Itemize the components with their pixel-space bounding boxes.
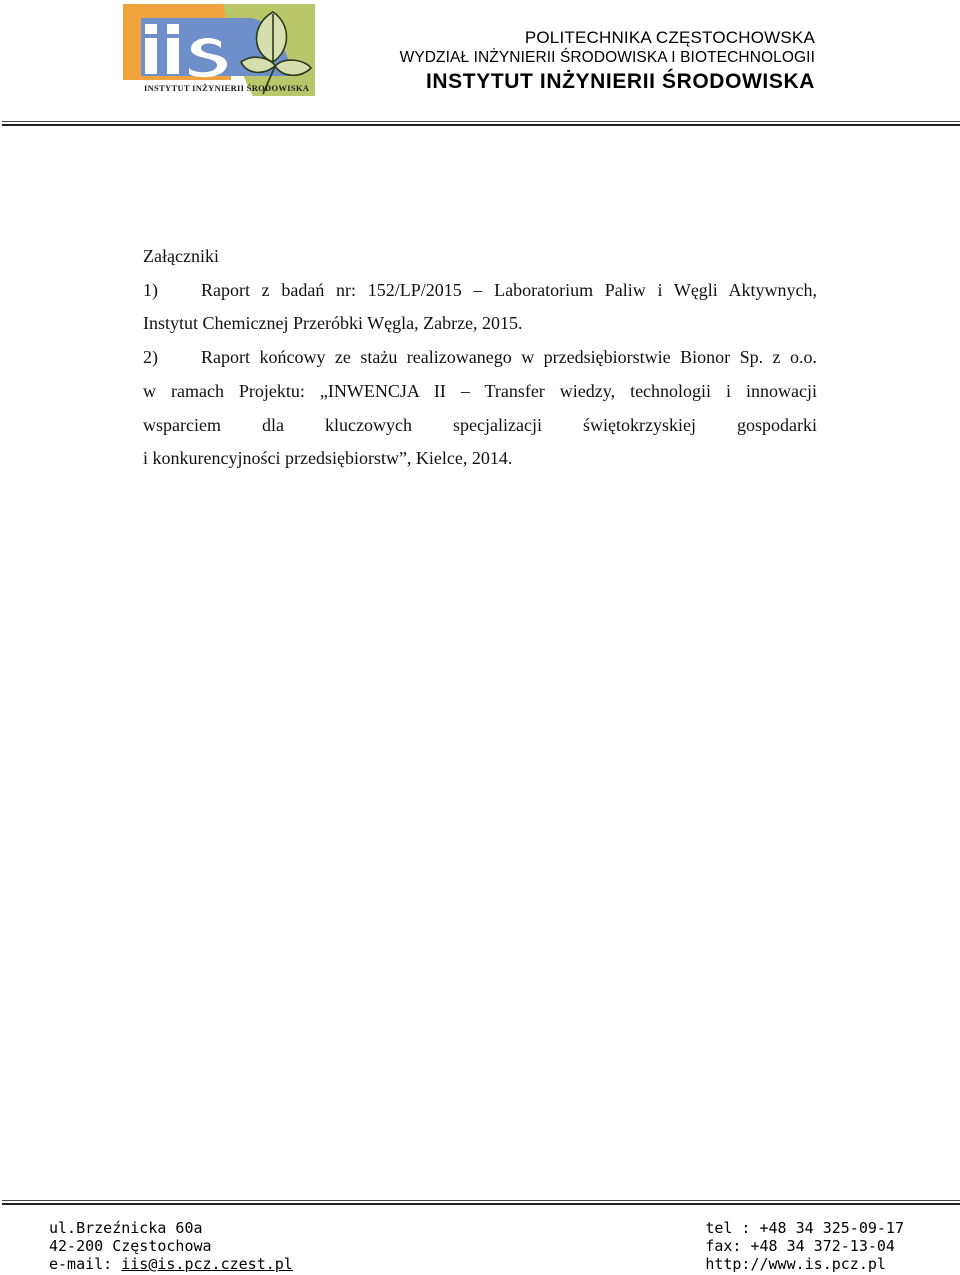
- attachments-heading: Załączniki: [143, 246, 219, 266]
- faculty-name: WYDZIAŁ INŻYNIERII ŚRODOWISKA I BIOTECHNOLOGII: [399, 49, 815, 66]
- footer-city: 42-200 Częstochowa: [49, 1237, 212, 1255]
- footer-address-block: [49, 1219, 293, 1273]
- item-2-number: 2): [143, 347, 158, 368]
- item-1-line-2: Instytut Chemicznej Przeróbki Węgla, Zabrze, 2015.: [143, 313, 523, 334]
- university-name: POLITECHNIKA CZĘSTOCHOWSKA: [524, 28, 815, 47]
- item-2-line-3: wsparciem dla kluczowych specjalizacji świętokrzyskiej gospodarki: [143, 414, 817, 435]
- institute-logo: [123, 4, 315, 96]
- footer-website[interactable]: http://www.is.pcz.pl: [705, 1255, 886, 1273]
- footer-email-line: e-mail: iis@is.pcz.czest.pl: [49, 1255, 293, 1273]
- item-2-line-4: i konkurencyjności przedsiębiorstw”, Kielce, 2014.: [143, 448, 513, 469]
- footer-contact-block: [705, 1219, 904, 1273]
- institution-header: [400, 28, 815, 95]
- footer-street: ul.Brzeźnicka 60a: [49, 1219, 203, 1237]
- item-2-line-1: 2) Raport końcowy ze stażu realizowanego w przedsiębiorstwie Bionor Sp. z o.o.: [143, 341, 817, 375]
- document-body: [143, 240, 817, 476]
- header-divider: [2, 121, 960, 126]
- footer-fax: fax: +48 34 372-13-04: [705, 1237, 895, 1255]
- logo-caption: INSTYTUT INŻYNIERII ŚRODOWISKA: [144, 83, 310, 93]
- footer-email-link[interactable]: iis@is.pcz.czest.pl: [121, 1255, 293, 1273]
- institute-name: INSTYTUT INŻYNIERII ŚRODOWISKA: [425, 70, 815, 93]
- item-1-line-1: 1) Raport z badań nr: 152/LP/2015 – Laboratorium Paliw i Węgli Aktywnych,: [143, 274, 817, 308]
- footer-tel: tel : +48 34 325-09-17: [705, 1219, 904, 1237]
- item-2-line-2: w ramach Projektu: „INWENCJA II – Transfer wiedzy, technologii i innowacji: [143, 380, 817, 401]
- item-1-number: 1): [143, 279, 158, 300]
- footer-divider: [2, 1200, 960, 1205]
